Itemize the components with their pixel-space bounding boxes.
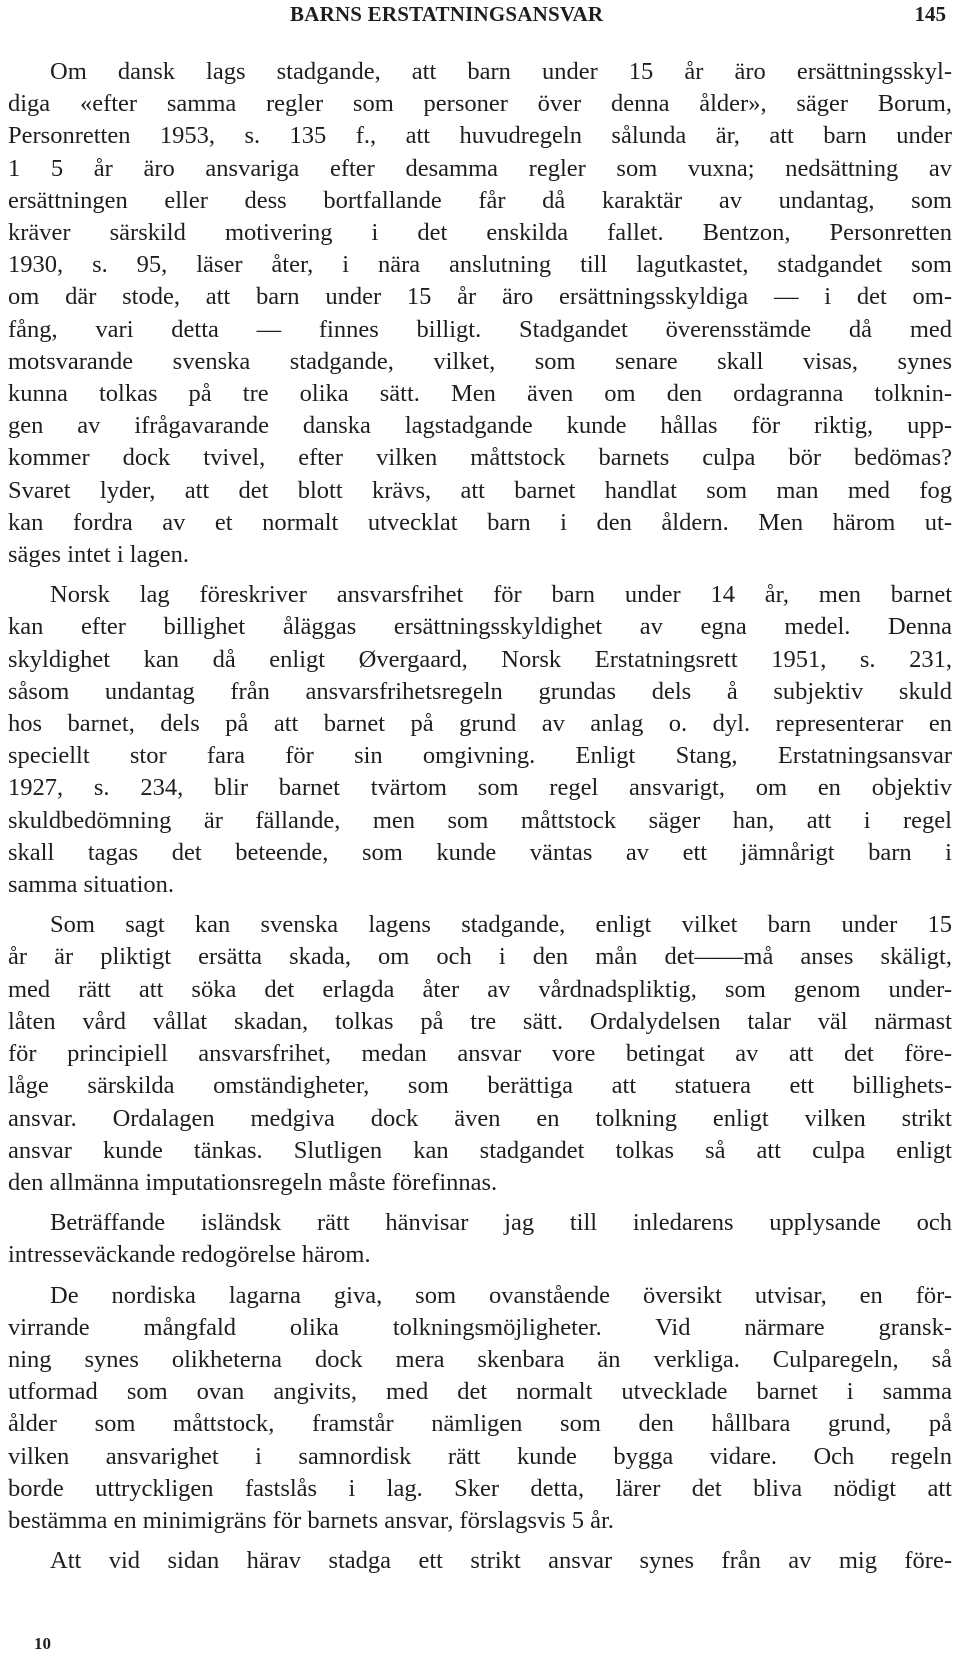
body-text xyxy=(8,56,952,1577)
text-line: vilken ansvarighet i samnordisk rätt kunde bygga vidare. Och regeln xyxy=(8,1442,952,1470)
text-line: diga «efter samma regler som personer över denna ålder», säger Borum, xyxy=(8,90,952,118)
text-line: den allmänna imputationsregeln måste förefinnas. xyxy=(8,1168,498,1196)
page-number: 145 xyxy=(914,2,946,26)
text-line: skall tagas det beteende, som kunde väntas av ett jämnårigt barn i xyxy=(8,838,952,866)
text-line: ålder som måttstock, framstår nämligen som den hållbara grund, på xyxy=(8,1410,952,1438)
paragraph xyxy=(8,1545,952,1577)
paragraph xyxy=(8,579,952,901)
text-line: 1 5 år äro ansvariga efter desamma regler som vuxna; nedsättning av xyxy=(8,154,952,182)
text-line: bestämma en minimigräns för barnets ansvar, förslagsvis 5 år. xyxy=(8,1506,614,1534)
text-line: intresseväckande redogörelse härom. xyxy=(8,1241,371,1269)
text-line: Beträffande isländsk rätt hänvisar jag till inledarens upplysande och xyxy=(50,1209,952,1237)
text-line: ersättningen eller dess bortfallande får då karaktär av undantag, som xyxy=(8,186,952,214)
text-line: Att vid sidan härav stadga ett strikt ansvar synes från av mig före- xyxy=(50,1547,952,1575)
text-line: Norsk lag föreskriver ansvarsfrihet för barn under 14 år, men barnet xyxy=(50,581,952,609)
text-line: utformad som ovan angivits, med det normalt utvecklade barnet i samma xyxy=(8,1378,952,1406)
text-line: fång, vari detta — finnes billigt. Stadgandet överensstämde då med xyxy=(8,315,952,343)
text-line: borde uttryckligen fastslås i lag. Sker detta, lärer det bliva nödigt att xyxy=(8,1474,952,1502)
text-line: för principiell ansvarsfrihet, medan ansvar vore betingat av att det före- xyxy=(8,1040,952,1068)
text-line: låge särskilda omständigheter, som berättiga att statuera ett billighets- xyxy=(8,1072,952,1100)
paragraph xyxy=(8,909,952,1199)
text-line: hos barnet, dels på att barnet på grund av anlag o. dyl. representerar en xyxy=(8,710,952,738)
paragraph xyxy=(8,1280,952,1538)
signature-mark: 10 xyxy=(34,1634,51,1653)
text-line: såsom undantag från ansvarsfrihetsregeln grundas dels å subjektiv skuld xyxy=(8,677,952,705)
text-line: ansvar kunde tänkas. Slutligen kan stadgandet tolkas så att culpa enligt xyxy=(8,1136,952,1164)
text-line: skyldighet kan då enligt Øvergaard, Norsk Erstatningsrett 1951, s. 231, xyxy=(8,645,952,673)
text-line: år är pliktigt ersätta skada, om och i den mån det——må anses skäligt, xyxy=(8,943,952,971)
text-line: kräver särskild motivering i det enskilda fallet. Bentzon, Personretten xyxy=(8,219,952,247)
text-line: skuldbedömning är fällande, men som måttstock säger han, att i regel xyxy=(8,806,952,834)
running-header xyxy=(8,2,952,28)
text-line: Svaret lyder, att det blott krävs, att barnet handlat som man med fog xyxy=(8,476,952,504)
text-line: ansvar. Ordalagen medgiva dock även en tolkning enligt vilken strikt xyxy=(8,1104,952,1132)
text-line: motsvarande svenska stadgande, vilket, som senare skall visas, synes xyxy=(8,347,952,375)
text-line: kunna tolkas på tre olika sätt. Men även om den ordagranna tolknin- xyxy=(8,380,952,408)
text-line: De nordiska lagarna giva, som ovanstående översikt utvisar, en för- xyxy=(50,1281,952,1309)
text-line: 1927, s. 234, blir barnet tvärtom som regel ansvarigt, om en objektiv xyxy=(8,774,952,802)
text-line: speciellt stor fara för sin omgivning. Enligt Stang, Erstatningsansvar xyxy=(8,742,952,770)
text-line: Personretten 1953, s. 135 f., att huvudregeln sålunda är, att barn under xyxy=(8,122,952,150)
text-line: kommer dock tvivel, efter vilken måttstock barnets culpa bör bedömas? xyxy=(8,444,952,472)
text-line: gen av ifrågavarande danska lagstadgande kunde hållas för riktig, upp- xyxy=(8,412,952,440)
text-line: om där stode, att barn under 15 år äro ersättningsskyldiga — i det om- xyxy=(8,283,952,311)
text-line: ning synes olikheterna dock mera skenbara än verkliga. Culparegeln, så xyxy=(8,1345,952,1373)
text-line: samma situation. xyxy=(8,871,175,899)
text-line: virrande mångfald olika tolkningsmöjligheter. Vid närmare gransk- xyxy=(8,1313,952,1341)
text-line: låten vård vållat skadan, tolkas på tre sätt. Ordalydelsen talar väl närmast xyxy=(8,1007,952,1035)
text-line: Om dansk lags stadgande, att barn under 15 år äro ersättningsskyl- xyxy=(50,58,952,85)
text-line: kan efter billighet åläggas ersättningsskyldighet av egna medel. Denna xyxy=(8,613,952,641)
running-title: BARNS ERSTATNINGSANSVAR xyxy=(290,2,604,26)
text-line: Som sagt kan svenska lagens stadgande, enligt vilket barn under 15 xyxy=(50,911,952,939)
text-line: 1930, s. 95, läser åter, i nära anslutning till lagutkastet, stadgandet som xyxy=(8,251,952,279)
text-line: kan fordra av et normalt utvecklat barn i den åldern. Men härom ut- xyxy=(8,508,952,536)
text-line: säges intet i lagen. xyxy=(8,541,189,569)
paragraph xyxy=(8,1207,952,1271)
paragraph xyxy=(8,56,952,571)
text-line: med rätt att söka det erlagda åter av vårdnadspliktig, som genom under- xyxy=(8,975,952,1003)
